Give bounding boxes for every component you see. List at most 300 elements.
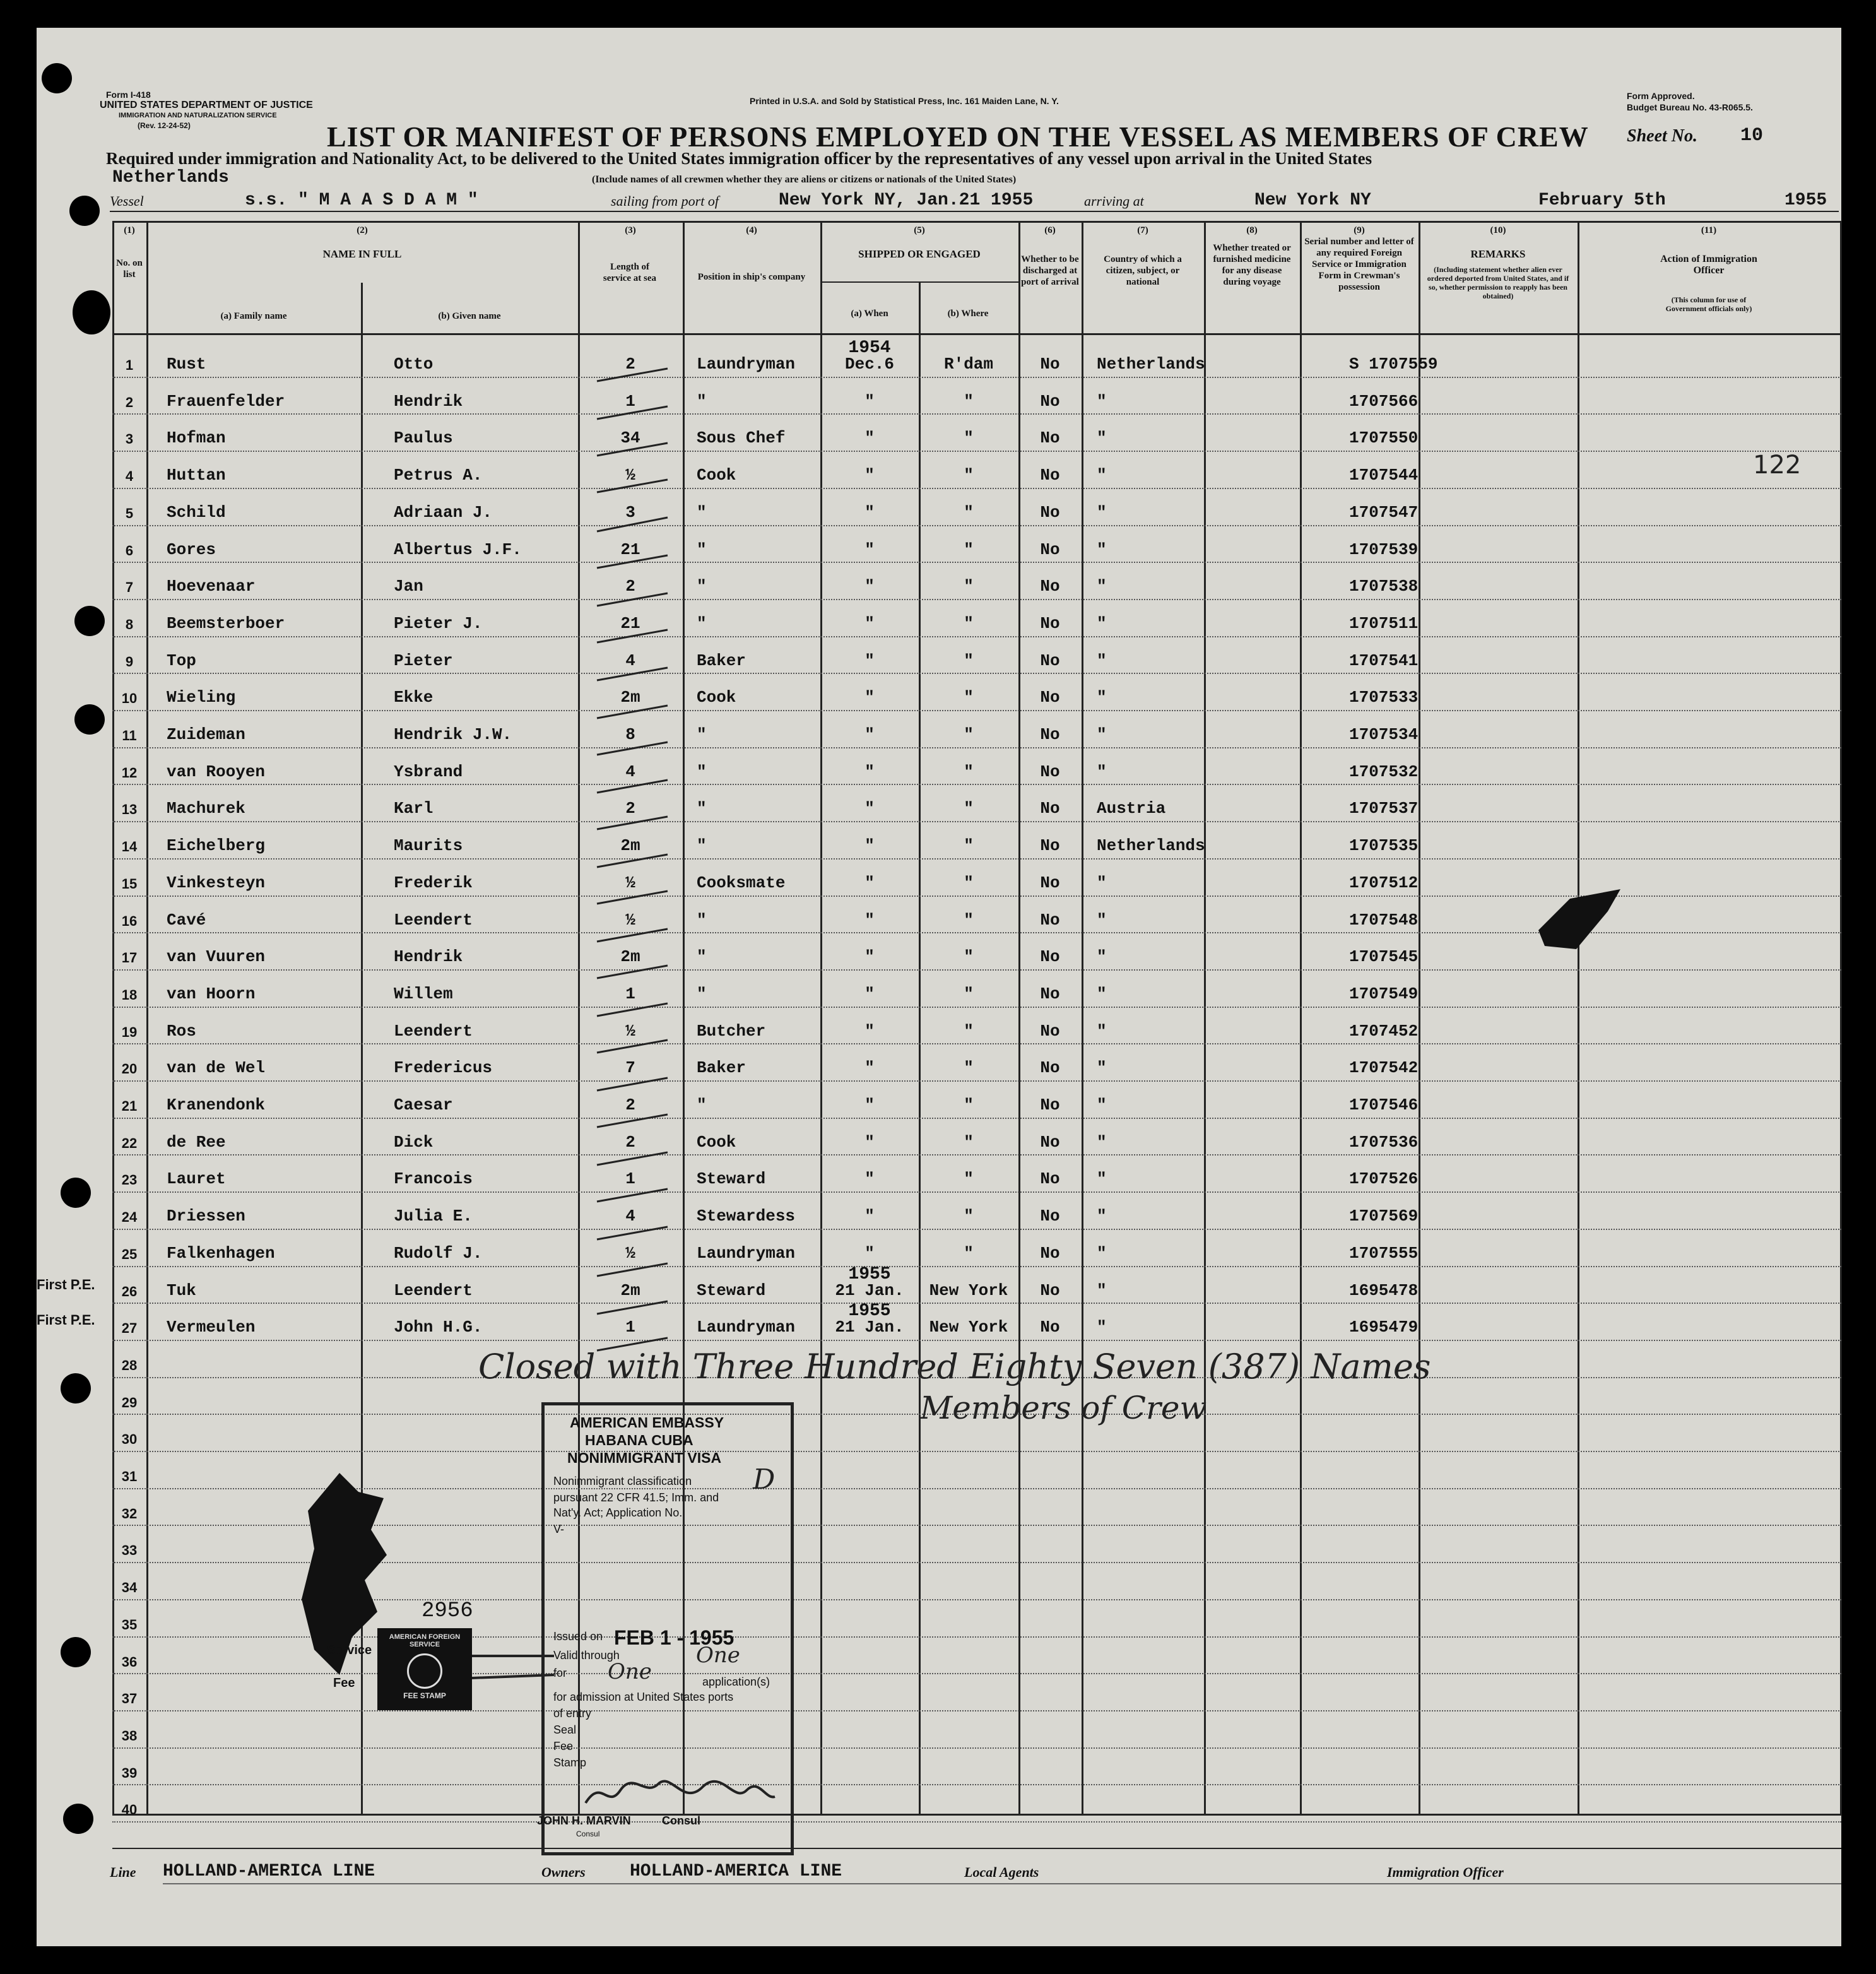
cell-when-year: 1955 bbox=[848, 1264, 891, 1284]
cell-country: " bbox=[1097, 391, 1107, 411]
cell-service: 8 bbox=[625, 725, 635, 744]
cell-country: " bbox=[1097, 540, 1107, 559]
cell-family: Beemsterboer bbox=[167, 613, 285, 633]
col-rule-4 bbox=[820, 221, 822, 1816]
cell-family: de Ree bbox=[167, 1132, 226, 1152]
col6-header: Whether to be discharged at port of arrival bbox=[1021, 254, 1079, 287]
row-number: 40 bbox=[121, 1802, 138, 1818]
cell-serial: 1707532 bbox=[1349, 762, 1419, 781]
cell-when: Dec.6 bbox=[844, 355, 894, 374]
department: UNITED STATES DEPARTMENT OF JUSTICE bbox=[100, 100, 313, 110]
cell-country: " bbox=[1097, 428, 1107, 448]
cell-serial: 1707555 bbox=[1349, 1243, 1419, 1263]
cell-when-year: 1955 bbox=[848, 1301, 891, 1321]
include-note: (Include names of all crewmen whether they are aliens or citizens or nationals of the United States) bbox=[592, 174, 1017, 185]
row-number: 36 bbox=[121, 1653, 138, 1670]
service-check-marks bbox=[592, 343, 680, 1391]
cell-family: Eichelberg bbox=[167, 836, 266, 856]
row-rule bbox=[112, 710, 1841, 711]
cell-family: Schild bbox=[167, 502, 226, 522]
cell-service: 2 bbox=[625, 355, 635, 374]
cell-family: van Hoorn bbox=[167, 984, 256, 1003]
cell-serial: 1707512 bbox=[1349, 873, 1419, 892]
row-rule bbox=[112, 1821, 1841, 1823]
cell-family: Rust bbox=[167, 355, 206, 374]
cell-service: 2 bbox=[625, 1096, 635, 1114]
fee-stamp-service-label: Service bbox=[327, 1643, 372, 1657]
cell-family: Falkenhagen bbox=[167, 1243, 275, 1263]
cell-position: " bbox=[697, 984, 707, 1003]
table-right-rule bbox=[1840, 221, 1842, 1816]
cell-serial: 1707533 bbox=[1349, 688, 1419, 707]
cell-given: Hendrik bbox=[394, 391, 463, 411]
col5a-header: (a) When bbox=[851, 309, 888, 319]
cell-country: " bbox=[1097, 1318, 1107, 1337]
cell-service: 2m bbox=[620, 1280, 640, 1300]
cell-family: Top bbox=[167, 651, 196, 670]
cell-family: Hofman bbox=[167, 428, 226, 448]
stamp-consul-name: JOHN H. MARVIN bbox=[537, 1814, 631, 1827]
cell-given: Hendrik bbox=[394, 947, 463, 967]
sailing-from: New York NY, Jan.21 1955 bbox=[779, 191, 1034, 210]
cell-discharged: No bbox=[1040, 910, 1060, 930]
row-rule bbox=[112, 821, 1841, 822]
stamp-pursuant: pursuant 22 CFR 41.5; Imm. and bbox=[553, 1491, 719, 1504]
col9-number: (9) bbox=[1354, 225, 1365, 235]
cell-discharged: No bbox=[1040, 1318, 1060, 1337]
row-rule bbox=[112, 636, 1841, 637]
cell-discharged: No bbox=[1040, 873, 1060, 892]
cell-when: " bbox=[864, 725, 875, 744]
cell-given: Otto bbox=[394, 355, 434, 374]
col-rule-9 bbox=[1419, 221, 1420, 1816]
row-number: 31 bbox=[121, 1469, 138, 1484]
row-number: 11 bbox=[122, 728, 137, 743]
cell-discharged: No bbox=[1040, 947, 1060, 967]
closing-handwriting: Closed with Three Hundred Eighty Seven (387) Names bbox=[478, 1347, 1431, 1386]
cell-position: " bbox=[697, 725, 707, 744]
cell-when: " bbox=[864, 1132, 875, 1152]
stamp-seal: Seal bbox=[553, 1723, 577, 1736]
punch-hole bbox=[61, 1637, 91, 1667]
col-rule-6 bbox=[1082, 221, 1083, 1816]
row-rule bbox=[112, 451, 1841, 452]
col11-note: (This column for use of Government officials only) bbox=[1665, 295, 1752, 313]
col5-split-rule bbox=[820, 281, 1018, 283]
voyage-underline bbox=[110, 211, 1839, 212]
stamp-classification: Nonimmigrant classification bbox=[553, 1475, 692, 1487]
row-rule bbox=[112, 1747, 1841, 1749]
cell-given: Petrus A. bbox=[394, 466, 483, 485]
cell-service: ½ bbox=[625, 466, 635, 485]
cell-when: " bbox=[864, 651, 875, 670]
row-number: 32 bbox=[121, 1505, 138, 1522]
cell-position: Cook bbox=[697, 688, 736, 707]
cell-discharged: No bbox=[1040, 1058, 1060, 1078]
cell-where: " bbox=[964, 651, 974, 670]
col5b-header: (b) Where bbox=[947, 309, 989, 319]
cell-position: " bbox=[697, 502, 707, 522]
punch-hole bbox=[74, 704, 105, 735]
cell-position: Cook bbox=[697, 466, 736, 485]
cell-discharged: No bbox=[1040, 984, 1060, 1003]
col-rule-8 bbox=[1300, 221, 1302, 1816]
row-rule bbox=[112, 377, 1841, 378]
cell-serial: 1707541 bbox=[1349, 651, 1419, 670]
cell-given: Ysbrand bbox=[394, 762, 463, 781]
cell-service: 2 bbox=[625, 799, 635, 819]
footer-officer-label: Immigration Officer bbox=[1387, 1864, 1504, 1880]
cell-serial: 1707544 bbox=[1349, 466, 1419, 485]
cell-when: " bbox=[864, 613, 875, 633]
punch-hole bbox=[61, 1178, 91, 1208]
cell-serial: 1695478 bbox=[1349, 1280, 1419, 1300]
visa-stamp bbox=[537, 1402, 794, 1855]
row-rule bbox=[112, 858, 1841, 860]
stamp-issued-label: Issued on bbox=[553, 1630, 603, 1643]
cell-where: " bbox=[964, 762, 974, 781]
vessel-name: s.s. " M A A S D A M " bbox=[245, 191, 478, 210]
cell-serial: 1707452 bbox=[1349, 1021, 1419, 1041]
cell-given: Fredericus bbox=[394, 1058, 493, 1078]
cell-family: Hoevenaar bbox=[167, 577, 256, 596]
cell-where: " bbox=[964, 1132, 974, 1152]
row-rule bbox=[112, 1303, 1841, 1304]
cell-country: " bbox=[1097, 1207, 1107, 1226]
cell-serial: 1707539 bbox=[1349, 540, 1419, 559]
row-rule bbox=[112, 1340, 1841, 1341]
cell-family: Tuk bbox=[167, 1280, 196, 1300]
revision: (Rev. 12-24-52) bbox=[138, 121, 191, 130]
cell-family: Lauret bbox=[167, 1169, 226, 1189]
row-number: 24 bbox=[121, 1209, 138, 1226]
cell-service: 2m bbox=[620, 688, 640, 707]
margin-note-first: First P.E. bbox=[37, 1277, 95, 1292]
cell-discharged: No bbox=[1040, 799, 1060, 819]
cell-serial: 1707545 bbox=[1349, 947, 1419, 967]
cell-position: " bbox=[697, 613, 707, 633]
stamp-fee: Fee bbox=[553, 1740, 574, 1752]
table-header-rule bbox=[112, 333, 1841, 335]
cell-position: " bbox=[697, 910, 707, 930]
col1-number: (1) bbox=[124, 225, 135, 235]
cell-when: " bbox=[864, 1021, 875, 1041]
consul-signature bbox=[582, 1771, 778, 1816]
cell-service: ½ bbox=[625, 910, 635, 930]
cell-serial: 1707511 bbox=[1349, 613, 1419, 633]
row-rule bbox=[112, 1080, 1841, 1082]
row-rule bbox=[112, 599, 1841, 600]
cell-discharged: No bbox=[1040, 1132, 1060, 1152]
cell-where: " bbox=[964, 836, 974, 856]
row-rule bbox=[112, 1043, 1841, 1044]
cell-where: " bbox=[964, 873, 974, 892]
cell-where: " bbox=[964, 577, 974, 596]
row-rule bbox=[112, 1451, 1841, 1452]
footer-rule bbox=[112, 1848, 1841, 1849]
footer-agents-label: Local Agents bbox=[964, 1864, 1039, 1880]
row-number: 26 bbox=[121, 1283, 138, 1299]
cell-position: " bbox=[697, 391, 707, 411]
cell-service: 3 bbox=[625, 502, 635, 522]
cell-discharged: No bbox=[1040, 725, 1060, 744]
cell-given: Leendert bbox=[394, 910, 473, 930]
cell-family: Gores bbox=[167, 540, 216, 559]
cell-family: Vermeulen bbox=[167, 1318, 256, 1337]
cell-given: Willem bbox=[394, 984, 453, 1003]
cell-country: " bbox=[1097, 466, 1107, 485]
cell-service: 4 bbox=[625, 762, 635, 781]
cell-family: van Vuuren bbox=[167, 947, 266, 967]
cell-service: ½ bbox=[625, 1243, 635, 1263]
col11-header: Action of Immigration Officer bbox=[1660, 254, 1757, 276]
row-number: 8 bbox=[125, 616, 134, 632]
cell-country: " bbox=[1097, 762, 1107, 781]
cell-country: " bbox=[1097, 873, 1107, 892]
col7-header: Country of which a citizen, subject, or national bbox=[1104, 254, 1182, 287]
table-left-rule bbox=[112, 221, 114, 1816]
stamp-entry: of entry bbox=[553, 1707, 592, 1720]
punch-hole bbox=[42, 63, 72, 93]
cell-service: 21 bbox=[620, 540, 640, 559]
cell-service: 1 bbox=[625, 1318, 635, 1337]
row-rule bbox=[112, 1154, 1841, 1155]
subtitle: Required under immigration and Nationality Act, to be delivered to the United States immigration officer by the representatives of any vessel upon arrival in the United States bbox=[106, 149, 1372, 168]
cell-when: " bbox=[864, 1169, 875, 1189]
cell-given: John H.G. bbox=[394, 1318, 483, 1337]
cell-serial: 1707548 bbox=[1349, 910, 1419, 930]
row-number: 22 bbox=[121, 1135, 138, 1151]
footer-owners-label: Owners bbox=[541, 1864, 586, 1880]
cell-service: 2m bbox=[620, 836, 640, 856]
cell-discharged: No bbox=[1040, 355, 1060, 374]
cell-given: Maurits bbox=[394, 836, 463, 856]
cell-position: Laundryman bbox=[697, 1243, 796, 1263]
cell-serial: 1707569 bbox=[1349, 1207, 1419, 1226]
cell-serial: 1707549 bbox=[1349, 984, 1419, 1003]
cell-given: Leendert bbox=[394, 1280, 473, 1300]
row-number: 38 bbox=[121, 1727, 138, 1744]
cell-when: " bbox=[864, 1096, 875, 1114]
stamp-issued-date: FEB 1 - 1955 bbox=[614, 1626, 734, 1649]
row-number: 34 bbox=[121, 1580, 138, 1596]
cell-family: Zuideman bbox=[167, 725, 245, 744]
cell-country: " bbox=[1097, 1243, 1107, 1263]
cell-family: van Rooyen bbox=[167, 762, 266, 781]
row-rule bbox=[112, 1118, 1841, 1119]
sailing-label: sailing from port of bbox=[611, 193, 719, 209]
cell-discharged: No bbox=[1040, 836, 1060, 856]
cell-when: " bbox=[864, 1058, 875, 1078]
cell-discharged: No bbox=[1040, 391, 1060, 411]
row-rule bbox=[112, 413, 1841, 415]
punch-hole bbox=[74, 606, 105, 636]
row-number: 7 bbox=[125, 579, 134, 596]
cell-discharged: No bbox=[1040, 762, 1060, 781]
cell-family: Machurek bbox=[167, 799, 245, 819]
col-rule-10 bbox=[1578, 221, 1579, 1816]
cell-service: 2m bbox=[620, 947, 640, 967]
row-rule bbox=[112, 1710, 1841, 1711]
cell-position: Butcher bbox=[697, 1021, 766, 1041]
arriving-at: New York NY bbox=[1254, 191, 1371, 210]
row-number: 39 bbox=[121, 1764, 138, 1781]
cell-country: " bbox=[1097, 1132, 1107, 1152]
cell-service: 1 bbox=[625, 1169, 635, 1189]
col4-header: Position in ship's company bbox=[697, 272, 806, 282]
stamp-consul-title: Consul bbox=[662, 1814, 700, 1827]
cell-position: " bbox=[697, 762, 707, 781]
row-rule bbox=[112, 784, 1841, 785]
cell-serial: 1707547 bbox=[1349, 502, 1419, 522]
col2-header: NAME IN FULL bbox=[322, 248, 402, 260]
cell-given: Francois bbox=[394, 1169, 473, 1189]
cell-position: Steward bbox=[697, 1169, 766, 1189]
cell-position: " bbox=[697, 799, 707, 819]
row-number: 12 bbox=[121, 764, 138, 781]
row-rule bbox=[112, 1007, 1841, 1008]
footer-underline bbox=[163, 1883, 1841, 1884]
row-rule bbox=[112, 969, 1841, 971]
footer-line-label: Line bbox=[110, 1864, 136, 1880]
stamp-classification-value: D bbox=[753, 1463, 776, 1496]
cell-service: 2 bbox=[625, 577, 635, 596]
table-top-rule bbox=[112, 221, 1841, 223]
col10-number: (10) bbox=[1490, 225, 1506, 235]
arrival-date: February 5th bbox=[1538, 191, 1666, 210]
cell-family: Cavé bbox=[167, 910, 206, 930]
stamp-visa-type: NONIMMIGRANT VISA bbox=[567, 1450, 722, 1466]
cell-where: " bbox=[964, 540, 974, 559]
cell-where: " bbox=[964, 799, 974, 819]
footer-owners-value: HOLLAND-AMERICA LINE bbox=[630, 1862, 842, 1881]
punch-hole bbox=[69, 196, 100, 226]
cell-discharged: No bbox=[1040, 502, 1060, 522]
cell-country: " bbox=[1097, 725, 1107, 744]
col9-header: Serial number and letter of any required Foreign Service or Immigration Form in Crewman's possession bbox=[1304, 237, 1414, 292]
cell-when: " bbox=[864, 984, 875, 1003]
cell-service: 34 bbox=[620, 428, 640, 448]
cell-given: Frederik bbox=[394, 873, 473, 892]
cell-discharged: No bbox=[1040, 1169, 1060, 1189]
row-rule bbox=[112, 747, 1841, 748]
cell-country: " bbox=[1097, 984, 1107, 1003]
cell-where: New York bbox=[929, 1318, 1008, 1337]
cell-where: " bbox=[964, 428, 974, 448]
cell-when: " bbox=[864, 910, 875, 930]
col2a-header: (a) Family name bbox=[220, 311, 287, 321]
fee-stamp-arrows bbox=[472, 1643, 560, 1694]
cell-serial: 1707550 bbox=[1349, 428, 1419, 448]
cell-given: Rudolf J. bbox=[394, 1243, 483, 1263]
cell-country: " bbox=[1097, 1169, 1107, 1189]
cell-discharged: No bbox=[1040, 613, 1060, 633]
form-approved: Form Approved. bbox=[1627, 91, 1695, 101]
cell-given: Ekke bbox=[394, 688, 434, 707]
col2-number: (2) bbox=[357, 225, 368, 235]
stamp-admission: for admission at United States ports bbox=[553, 1691, 734, 1703]
stamp-act: Nat'y. Act; Application No. bbox=[553, 1506, 683, 1519]
cell-service: ½ bbox=[625, 873, 635, 892]
cell-when: " bbox=[864, 947, 875, 967]
col7-number: (7) bbox=[1137, 225, 1148, 235]
row-number: 4 bbox=[125, 468, 134, 485]
cell-country: " bbox=[1097, 910, 1107, 930]
row-number: 35 bbox=[121, 1616, 138, 1633]
cell-when: " bbox=[864, 466, 875, 485]
cell-family: Driessen bbox=[167, 1207, 245, 1226]
fee-stamp-bottom: FEE STAMP bbox=[403, 1691, 446, 1700]
cell-position: Laundryman bbox=[697, 355, 796, 374]
row-rule bbox=[112, 1784, 1841, 1785]
fee-stamp-fee-label: Fee bbox=[333, 1676, 355, 1690]
cell-where: " bbox=[964, 910, 974, 930]
cell-discharged: No bbox=[1040, 688, 1060, 707]
cell-family: Vinkesteyn bbox=[167, 873, 266, 892]
col-rule-5 bbox=[1018, 221, 1020, 1816]
cell-when: " bbox=[864, 428, 875, 448]
cell-given: Leendert bbox=[394, 1021, 473, 1041]
cell-given: Jan bbox=[394, 577, 423, 596]
cell-given: Caesar bbox=[394, 1096, 453, 1114]
cell-position: Laundryman bbox=[697, 1318, 796, 1337]
cell-where: " bbox=[964, 613, 974, 633]
cell-country: " bbox=[1097, 1021, 1107, 1041]
cell-position: " bbox=[697, 836, 707, 856]
cell-when: " bbox=[864, 688, 875, 707]
row-number: 9 bbox=[125, 653, 134, 670]
cell-country: " bbox=[1097, 651, 1107, 670]
stamp-for-value: One bbox=[608, 1659, 652, 1684]
cell-where: " bbox=[964, 984, 974, 1003]
vessel-label: Vessel bbox=[110, 193, 144, 209]
row-rule bbox=[112, 1266, 1841, 1267]
cell-serial: 1707535 bbox=[1349, 836, 1419, 856]
cell-serial: 1707526 bbox=[1349, 1169, 1419, 1189]
cell-where: " bbox=[964, 1058, 974, 1078]
cell-serial: 1707534 bbox=[1349, 725, 1419, 744]
cell-where: " bbox=[964, 725, 974, 744]
row-number: 21 bbox=[121, 1098, 138, 1114]
cell-serial: 1707537 bbox=[1349, 799, 1419, 819]
row-rule bbox=[112, 1191, 1841, 1193]
cell-position: Sous Chef bbox=[697, 428, 786, 448]
cell-country: " bbox=[1097, 1058, 1107, 1078]
cell-where: " bbox=[964, 1169, 974, 1189]
cell-where: " bbox=[964, 466, 974, 485]
cell-position: " bbox=[697, 540, 707, 559]
row-number: 28 bbox=[121, 1357, 138, 1373]
row-number: 13 bbox=[121, 801, 138, 818]
col-rule-1 bbox=[146, 221, 148, 1816]
cell-serial: S 1707559 bbox=[1349, 355, 1438, 374]
cell-where: " bbox=[964, 1207, 974, 1226]
cell-given: Julia E. bbox=[394, 1207, 473, 1226]
cell-given: Adriaan J. bbox=[394, 502, 493, 522]
cell-discharged: No bbox=[1040, 466, 1060, 485]
row-number: 23 bbox=[121, 1172, 138, 1188]
cell-serial: 1707566 bbox=[1349, 391, 1419, 411]
punch-hole bbox=[63, 1804, 93, 1834]
cell-where: " bbox=[964, 1021, 974, 1041]
row-rule bbox=[112, 1229, 1841, 1230]
members-of-crew-handwriting: Members of Crew bbox=[920, 1390, 1207, 1426]
sheet-label: Sheet No. bbox=[1627, 126, 1697, 146]
margin-note-second: First P.E. bbox=[37, 1312, 95, 1328]
cell-where: " bbox=[964, 1243, 974, 1263]
table-bottom-rule bbox=[112, 1814, 1841, 1816]
cell-when: " bbox=[864, 799, 875, 819]
